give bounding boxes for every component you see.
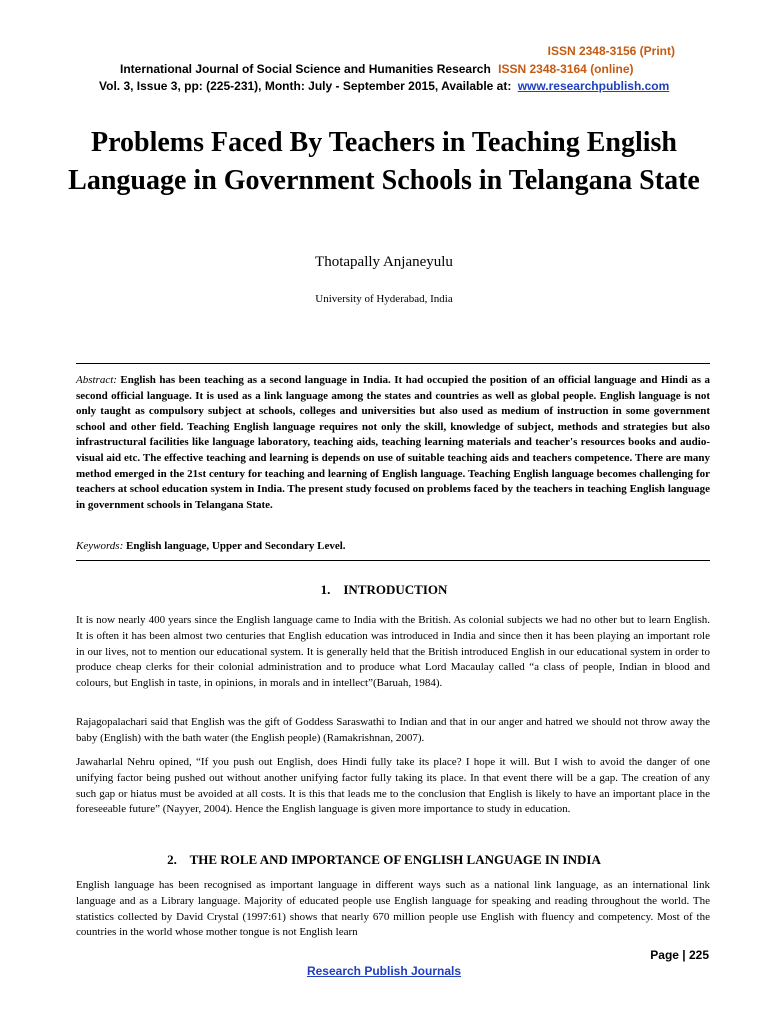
abstract-bottom-rule xyxy=(76,560,710,561)
section2-paragraph: English language has been recognised as important language in different ways such as a national link language, as an international link language and as a Library language. Majority of educated people use English language for speaking and reading throughout the world. The statistics collected by David Crystal (1997:61) shows that nearly 670 million people use English with fluency and competency. Most of the countries in the world whose mother tongue is not English learn xyxy=(76,879,710,939)
keywords-text: English language, Upper and Secondary Level. xyxy=(126,540,346,552)
paper-title: Problems Faced By Teachers in Teaching English Language in Government Schools in Telangana State xyxy=(68,127,700,196)
journal-name: International Journal of Social Science and Humanities Research xyxy=(120,62,491,76)
author-affiliation: University of Hyderabad, India xyxy=(315,293,453,305)
intro-paragraph: It is now nearly 400 years since the English language came to India with the British. As colonial subjects we had no other but to learn English. It is often it has been almost two centuries that English education was introduced in India and since then it has been playing an important role in our lives, not to mention our educational system. It is generally held that the British introduced English in our educational system in order to produce cheap clerks for their colonial administration and to produce what Lord Macaulay called “a class of people, Indian in blood and colours, but English in taste, in opinions, in morals and in intellect”(Baruah, 1984). xyxy=(76,614,710,690)
keywords-label: Keywords: xyxy=(76,540,124,552)
journal-header-line xyxy=(120,62,634,76)
website-link[interactable]: www.researchpublish.com xyxy=(517,79,670,93)
volume-line xyxy=(99,79,669,93)
issn-online: ISSN 2348-3164 (online) xyxy=(498,62,634,76)
abstract-top-rule xyxy=(76,363,710,364)
issn-print: ISSN 2348-3156 (Print) xyxy=(547,44,675,58)
publisher-link[interactable]: Research Publish Journals xyxy=(306,964,462,978)
abstract xyxy=(76,373,710,513)
abstract-label: Abstract: xyxy=(76,374,117,386)
keywords xyxy=(76,540,710,552)
footer-publisher xyxy=(0,964,768,978)
abstract-text: English has been teaching as a second language in India. It had occupied the position of an official language and Hindi as a second official language. It is used as a link language among the states and countries as well as global people. English language is not only taught as compulsory subject at schools, colleges and universities but also used as medium of instruction in some government school and other field. Teaching English language requires not only the skill, knowledge of subject, methods and strategies but also infrastructural facilities like language laboratory, teaching aids, teaching learning materials and teacher's resources books and audio-visual aid etc. The effective teaching and learning is depends on use of suitable teaching aids and teachers competence. There are many method emerged in the 21st century for teaching and learning of English language. Teaching English language becomes challenging for teachers at school education system in India. The present study focused on problems faced by the teachers in teaching English language in government schools in Telangana State. xyxy=(76,374,710,511)
page-number: Page | 225 xyxy=(650,948,709,962)
intro-paragraph: Jawaharlal Nehru opined, “If you push out English, does Hindi fully take its place? I hope it will. But I wish to avoid the danger of one unifying factor being pushed out without another unifying factor fully taking its place. In that event there will be a gap. The creation of any such gap or hiatus must be avoided at all costs. It is this that leads me to the conclusion that English is likely to have an important place in the foreseeable future” (Nayyer, 2004). Hence the English language is given more importance to study in education. xyxy=(76,756,710,816)
author-name: Thotapally Anjaneyulu xyxy=(315,254,453,270)
section-heading-role-importance: 2. THE ROLE AND IMPORTANCE OF ENGLISH LANGUAGE IN INDIA xyxy=(167,852,601,867)
section-heading-introduction: 1. INTRODUCTION xyxy=(320,582,448,597)
volume-info: Vol. 3, Issue 3, pp: (225-231), Month: July - September 2015, Available at: xyxy=(99,79,512,93)
intro-paragraph: Rajagopalachari said that English was the gift of Goddess Saraswathi to Indian and that in our anger and hatred we should not throw away the baby (English) with the bath water (the English people) (Ramakrishnan, 2007). xyxy=(76,716,710,744)
